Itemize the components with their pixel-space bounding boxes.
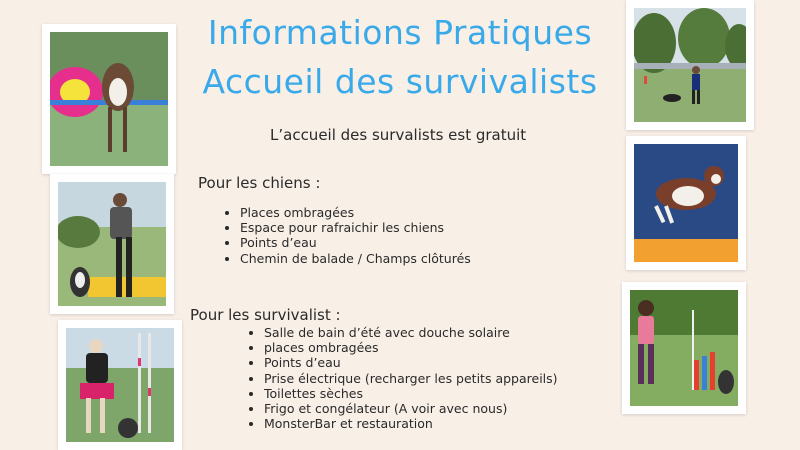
photo-woman-running-weaves — [622, 282, 746, 414]
list-item: • MonsterBar et restauration — [264, 416, 558, 431]
page-subtitle: Accueil des survivalists — [202, 62, 598, 101]
list-item: • Points d’eau — [264, 355, 558, 370]
photo-dog-jump-bar — [42, 24, 176, 174]
list-item: • Places ombragées — [240, 205, 471, 220]
dogs-heading: Pour les chiens : — [198, 174, 321, 192]
dogs-list — [222, 205, 471, 266]
photo-dog-jumping — [626, 136, 746, 270]
list-item: • places ombragées — [264, 340, 558, 355]
survivalists-heading: Pour les survivalist : — [190, 306, 341, 324]
survivalists-list — [246, 325, 558, 431]
photo-woman-with-dog — [50, 174, 174, 314]
photo-field-training — [626, 0, 754, 130]
list-item: • Espace pour rafraichir les chiens — [240, 220, 471, 235]
intro-text: L’accueil des survalists est gratuit — [270, 126, 527, 144]
page-title: Informations Pratiques — [207, 13, 593, 52]
list-item: • Toilettes sèches — [264, 386, 558, 401]
list-item: • Points d’eau — [240, 235, 471, 250]
list-item: • Chemin de balade / Champs clôturés — [240, 251, 471, 266]
list-item: • Frigo et congélateur (A voir avec nous) — [264, 401, 558, 416]
photo-woman-running-poles — [58, 320, 182, 450]
list-item: • Prise électrique (recharger les petits appareils) — [264, 371, 558, 386]
list-item: • Salle de bain d’été avec douche solaire — [264, 325, 558, 340]
